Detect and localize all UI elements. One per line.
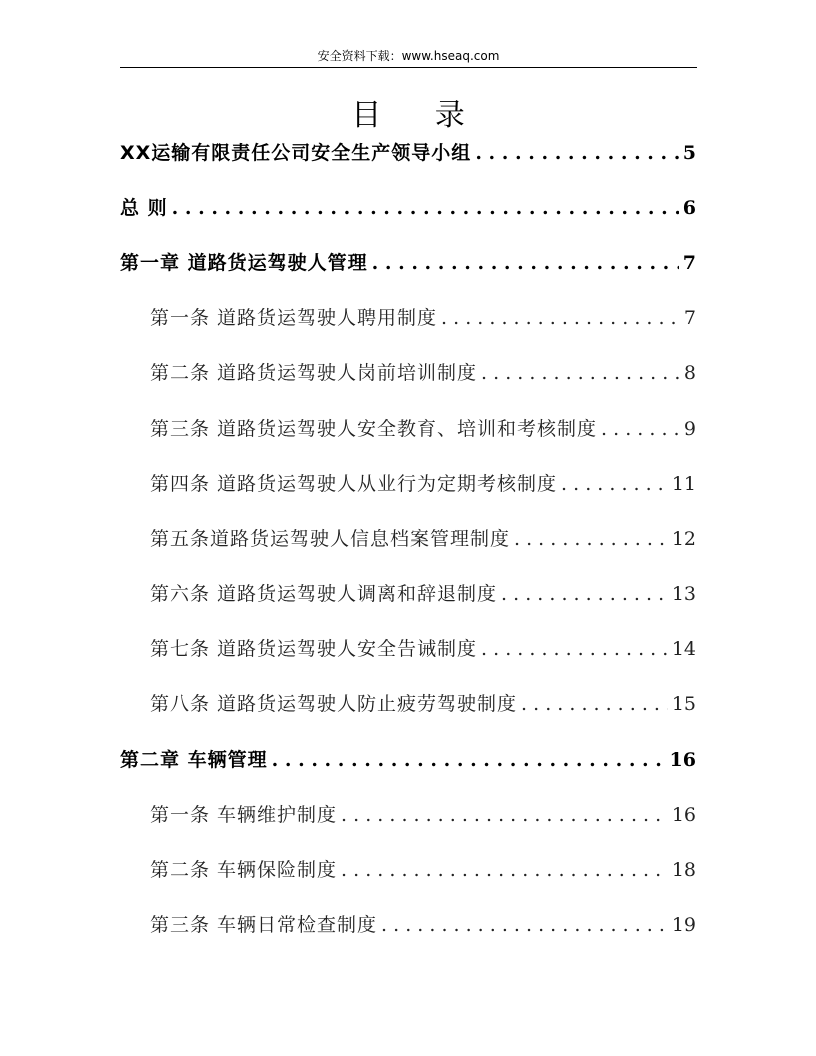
toc-leader-dots — [475, 140, 678, 166]
toc-entry-label: 第一条 道路货运驾驶人聘用制度 — [150, 307, 438, 329]
toc-entry[interactable] — [150, 526, 696, 552]
toc-leader-dots — [601, 416, 680, 442]
toc-entry-page: 13 — [671, 583, 696, 605]
toc-entry-page: 18 — [671, 859, 696, 881]
toc-entry-page: 19 — [671, 914, 696, 936]
toc-entry-label: 第四条 道路货运驾驶人从业行为定期考核制度 — [150, 473, 558, 495]
toc-entry[interactable] — [150, 360, 696, 386]
toc-entry[interactable] — [150, 581, 696, 607]
toc-entry[interactable] — [150, 636, 696, 662]
toc-entry-page: 5 — [682, 142, 696, 164]
toc-leader-dots — [561, 471, 668, 497]
toc-entry-page: 7 — [682, 252, 696, 274]
header-divider — [120, 67, 697, 68]
toc-entry-label: XX运输有限责任公司安全生产领导小组 — [120, 142, 472, 164]
toc-entry-label: 第二条 道路货运驾驶人岗前培训制度 — [150, 362, 478, 384]
toc-entry-label: 第一章 道路货运驾驶人管理 — [120, 252, 368, 274]
toc-entry-page: 6 — [682, 197, 696, 219]
toc-leader-dots — [172, 195, 679, 221]
toc-leader-dots — [441, 305, 680, 331]
toc-leader-dots — [501, 581, 668, 607]
toc-entry-label: 总 则 — [120, 197, 168, 219]
toc-entry-page: 15 — [671, 693, 696, 715]
toc-entry[interactable] — [120, 140, 696, 166]
toc-entry-label: 第三条 车辆日常检查制度 — [150, 914, 378, 936]
toc-entry[interactable] — [150, 912, 696, 938]
toc-entry-label: 第三条 道路货运驾驶人安全教育、培训和考核制度 — [150, 418, 598, 440]
toc-entry[interactable] — [120, 195, 696, 221]
toc-leader-dots — [521, 691, 668, 717]
toc-entry-label: 第八条 道路货运驾驶人防止疲劳驾驶制度 — [150, 693, 518, 715]
toc-entry[interactable] — [150, 802, 696, 828]
toc-leader-dots — [381, 912, 668, 938]
toc-entry[interactable] — [150, 416, 696, 442]
toc-entry-page: 16 — [671, 804, 696, 826]
toc-leader-dots — [514, 526, 668, 552]
page-header: 安全资料下载：www.hseaq.com — [317, 49, 500, 63]
toc-entry[interactable] — [150, 471, 696, 497]
toc-entry-label: 第五条道路货运驾驶人信息档案管理制度 — [150, 528, 511, 550]
toc-entry[interactable] — [150, 305, 696, 331]
toc-leader-dots — [481, 360, 680, 386]
toc-entry-label: 第一条 车辆维护制度 — [150, 804, 338, 826]
toc-entry-page: 7 — [683, 307, 696, 329]
toc-entry-page: 9 — [683, 418, 696, 440]
toc-entry[interactable] — [150, 691, 696, 717]
toc-leader-dots — [341, 857, 668, 883]
toc-entry[interactable] — [150, 857, 696, 883]
toc-leader-dots — [372, 250, 679, 276]
toc-entry-label: 第二条 车辆保险制度 — [150, 859, 338, 881]
toc-entry[interactable] — [120, 747, 696, 773]
toc-entry-label: 第六条 道路货运驾驶人调离和辞退制度 — [150, 583, 498, 605]
toc-entry[interactable] — [120, 250, 696, 276]
toc-entry-page: 8 — [683, 362, 696, 384]
toc-leader-dots — [481, 636, 668, 662]
toc-entry-page: 11 — [671, 473, 696, 495]
toc-entry-page: 16 — [669, 749, 696, 771]
toc-leader-dots — [272, 747, 666, 773]
toc-title: 目 录 — [351, 98, 487, 133]
toc-entry-label: 第七条 道路货运驾驶人安全告诫制度 — [150, 638, 478, 660]
toc-entry-label: 第二章 车辆管理 — [120, 749, 268, 771]
toc-entry-page: 14 — [671, 638, 696, 660]
toc-leader-dots — [341, 802, 668, 828]
toc-entry-page: 12 — [671, 528, 696, 550]
